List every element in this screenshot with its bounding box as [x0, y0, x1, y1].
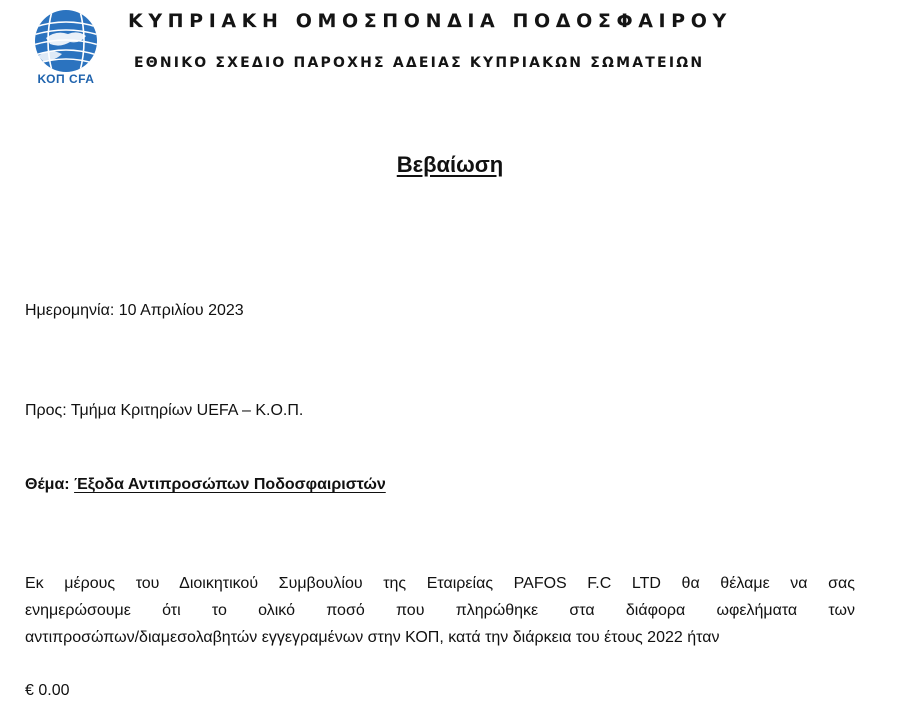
subject-value: Έξοδα Αντιπροσώπων Ποδοσφαιριστών: [74, 476, 386, 493]
organization-name: ΚΥΠΡΙΑΚΗ ΟΜΟΣΠΟΝΔΙΑ ΠΟΔΟΣΦΑΙΡΟΥ: [128, 10, 732, 32]
cfa-logo: [26, 8, 106, 90]
recipient-label: Προς:: [25, 402, 67, 419]
date-value: 10 Απριλίου 2023: [118, 302, 244, 319]
subject-line: [25, 476, 386, 494]
football-globe-icon: [26, 8, 106, 74]
body-line: ενημερώσουμε ότι το ολικό ποσό που πληρώθηκε στα διάφορα ωφελήματα των: [25, 602, 855, 619]
recipient-line: [25, 402, 303, 420]
logo-caption: ΚΟΠ CFA: [37, 72, 95, 86]
recipient-value: Τμήμα Κριτηρίων UEFA – Κ.Ο.Π.: [70, 402, 304, 419]
date-label: Ημερομηνία:: [25, 302, 115, 319]
body-paragraph: [25, 570, 855, 651]
amount-value: € 0.00: [25, 682, 70, 699]
subject-label: Θέμα:: [25, 476, 70, 493]
licensing-program-name: ΕΘΝΙΚΟ ΣΧΕΔΙΟ ΠΑΡΟΧΗΣ ΑΔΕΙΑΣ ΚΥΠΡΙΑΚΩΝ ΣΩΜΑΤΕΙΩΝ: [134, 55, 705, 71]
document-title: Βεβαίωση: [396, 152, 504, 177]
body-line: Εκ μέρους του Διοικητικού Συμβουλίου της Εταιρείας PAFOS F.C LTD θα θέλαμε να σας: [25, 575, 855, 592]
date-line: [25, 302, 244, 320]
body-line: αντιπροσώπων/διαμεσολαβητών εγγεγραμένων στην ΚΟΠ, κατά την διάρκεια του έτους 2022 ήταν: [25, 629, 720, 646]
